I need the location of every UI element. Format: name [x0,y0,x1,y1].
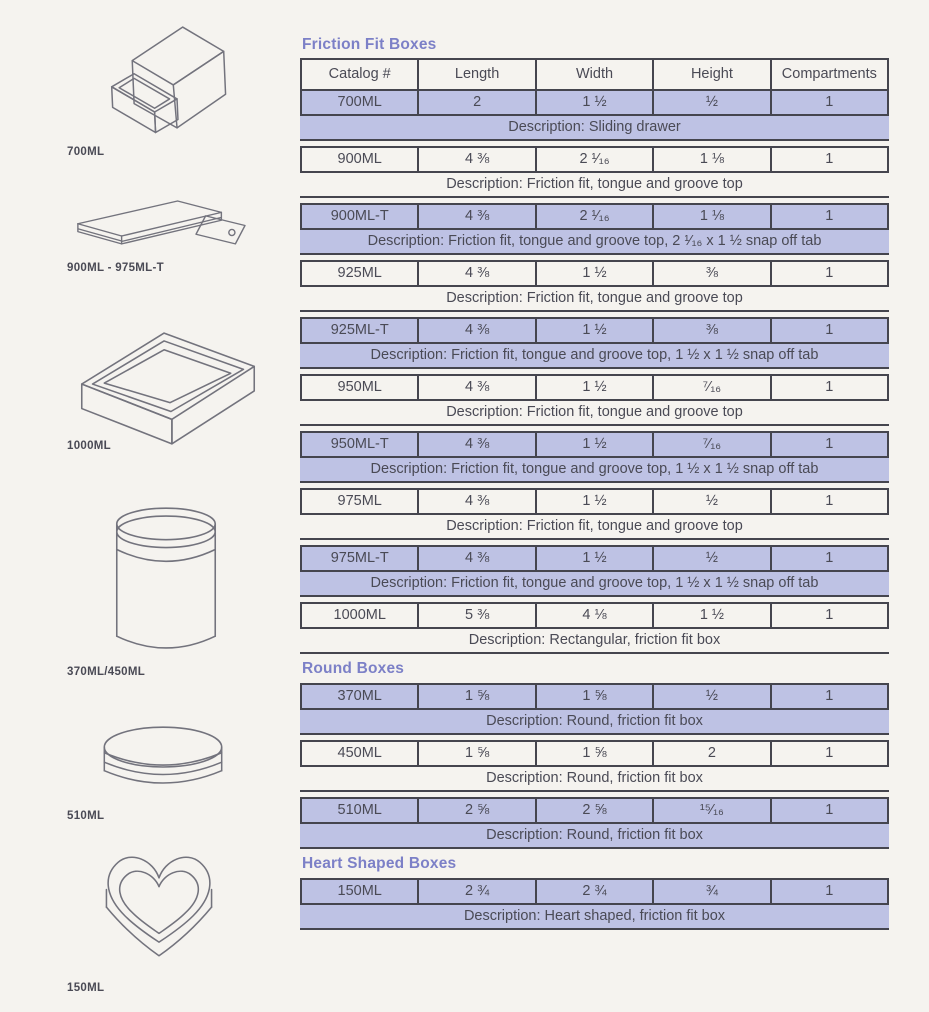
cell-catalog: 450ML [302,742,419,765]
cell-compartments: 1 [825,745,834,761]
table-row [300,490,889,515]
product-figure-label: 900ML - 975ML-T [67,262,164,274]
product-figure-label: 370ML/450ML [67,666,146,678]
cell-width: 1 ½ [537,91,654,114]
cell-compartments: 1 [825,688,834,704]
table-row [300,880,889,905]
product-figure-label: 150ML [67,982,105,994]
catalog-table [300,878,889,930]
cell-width: 2 ¹⁄₁₆ [537,148,654,171]
section-title: Round Boxes [302,660,405,677]
product-block [300,89,889,141]
cell-compartments: 1 [825,379,834,395]
cell-width: 1 ½ [537,490,654,513]
description-row: Description: Friction fit, tongue and groove top [300,287,889,312]
cell-height: 1 ½ [654,604,771,627]
section-title: Friction Fit Boxes [302,36,437,53]
description-row: Description: Friction fit, tongue and groove top, 1 ½ x 1 ½ snap off tab [300,344,889,369]
cell-height: ⅜ [654,262,771,285]
description-row: Description: Sliding drawer [300,116,889,141]
product-figure-label: 700ML [67,146,105,158]
cell-height: ⁷⁄₁₆ [654,376,771,399]
table-row [300,205,889,230]
description-row: Description: Friction fit, tongue and groove top, 1 ½ x 1 ½ snap off tab [300,572,889,597]
catalog-tables [300,36,889,930]
cell-length: 5 ⅜ [419,604,536,627]
column-header: Height [654,60,771,89]
cell-catalog: 900ML-T [302,205,419,228]
cell-compartments: 1 [825,493,834,509]
cell-width: 1 ½ [537,547,654,570]
cell-catalog: 975ML [302,490,419,513]
table-row [300,685,889,710]
table-row [300,91,889,116]
cell-compartments: 1 [825,883,834,899]
flat-tab-box-icon [62,194,267,264]
product-block [300,797,889,849]
cell-width: 4 ⅛ [537,604,654,627]
cell-catalog: 700ML [302,91,419,114]
cell-catalog: 925ML [302,262,419,285]
product-block [300,545,889,597]
description-row: Description: Friction fit, tongue and groove top [300,173,889,198]
product-block [300,146,889,198]
cell-height: ⁷⁄₁₆ [654,433,771,456]
product-block [300,260,889,312]
cell-compartments: 1 [825,265,834,281]
description-row: Description: Round, friction fit box [300,824,889,849]
cell-length: 2 ⅝ [419,799,536,822]
cell-catalog: 950ML [302,376,419,399]
cell-length: 4 ⅜ [419,433,536,456]
sliding-drawer-box-icon [98,14,243,154]
product-block [300,488,889,540]
cell-compartments: 1 [825,550,834,566]
table-row [300,742,889,767]
cell-length: 4 ⅜ [419,547,536,570]
product-figure-label: 1000ML [67,440,111,452]
table-row [300,148,889,173]
cell-width: 1 ⅝ [537,742,654,765]
catalog-table [300,58,889,654]
table-row [300,376,889,401]
cell-length: 4 ⅜ [419,376,536,399]
cell-height: ½ [654,685,771,708]
cell-catalog: 150ML [302,880,419,903]
product-block [300,203,889,255]
cell-catalog: 900ML [302,148,419,171]
cell-width: 1 ½ [537,262,654,285]
cell-width: 2 ⅝ [537,799,654,822]
table-row [300,262,889,287]
cell-height: ½ [654,547,771,570]
column-header: Width [537,60,654,89]
product-block [300,317,889,369]
description-row: Description: Round, friction fit box [300,710,889,735]
cell-catalog: 510ML [302,799,419,822]
table-header [300,58,889,89]
cell-compartments: 1 [825,208,834,224]
section-title: Heart Shaped Boxes [302,855,457,872]
cell-height: ½ [654,91,771,114]
cell-compartments: 1 [825,151,834,167]
cell-height: 1 ⅛ [654,148,771,171]
cell-catalog: 975ML-T [302,547,419,570]
product-figures [0,0,300,1012]
table-row [300,604,889,629]
product-block [300,740,889,792]
cell-length: 1 ⅝ [419,685,536,708]
cell-width: 2 ¹⁄₁₆ [537,205,654,228]
cell-length: 4 ⅜ [419,148,536,171]
description-row: Description: Heart shaped, friction fit box [300,905,889,930]
cell-height: 1 ⅛ [654,205,771,228]
description-row: Description: Round, friction fit box [300,767,889,792]
product-block [300,878,889,930]
cell-width: 1 ½ [537,376,654,399]
cell-height: 2 [654,742,771,765]
product-block [300,431,889,483]
product-block [300,374,889,426]
product-block [300,683,889,735]
description-row: Description: Friction fit, tongue and groove top, 1 ½ x 1 ½ snap off tab [300,458,889,483]
cell-catalog: 950ML-T [302,433,419,456]
cell-length: 4 ⅜ [419,490,536,513]
round-tall-box-icon [102,496,230,668]
cell-height: ¹⁵⁄₁₆ [654,799,771,822]
table-header-row [300,60,889,89]
table-row [300,799,889,824]
cell-length: 4 ⅜ [419,262,536,285]
catalog-table [300,683,889,849]
product-figure-label: 510ML [67,810,105,822]
heart-box-icon [86,840,232,982]
cell-compartments: 1 [825,607,834,623]
product-block [300,602,889,654]
cell-width: 2 ¾ [537,880,654,903]
cell-height: ½ [654,490,771,513]
column-header: Compartments [781,66,877,82]
cell-height: ⅜ [654,319,771,342]
cell-catalog: 925ML-T [302,319,419,342]
table-row [300,433,889,458]
cell-compartments: 1 [825,802,834,818]
cell-length: 4 ⅜ [419,205,536,228]
cell-compartments: 1 [825,436,834,452]
description-row: Description: Friction fit, tongue and groove top [300,515,889,540]
cell-compartments: 1 [825,322,834,338]
column-header: Catalog # [302,60,419,89]
cell-length: 1 ⅝ [419,742,536,765]
table-row [300,547,889,572]
table-row [300,319,889,344]
cell-length: 2 ¾ [419,880,536,903]
column-header: Length [419,60,536,89]
cell-height: ¾ [654,880,771,903]
cell-width: 1 ⅝ [537,685,654,708]
description-row: Description: Friction fit, tongue and groove top [300,401,889,426]
cell-catalog: 370ML [302,685,419,708]
description-row: Description: Rectangular, friction fit box [300,629,889,654]
description-row: Description: Friction fit, tongue and groove top, 2 ¹⁄₁₆ x 1 ½ snap off tab [300,230,889,255]
cell-length: 4 ⅜ [419,319,536,342]
cell-length: 2 [419,91,536,114]
cell-width: 1 ½ [537,319,654,342]
cell-compartments: 1 [825,94,834,110]
cell-width: 1 ½ [537,433,654,456]
round-shallow-box-icon [92,716,234,816]
cell-catalog: 1000ML [302,604,419,627]
